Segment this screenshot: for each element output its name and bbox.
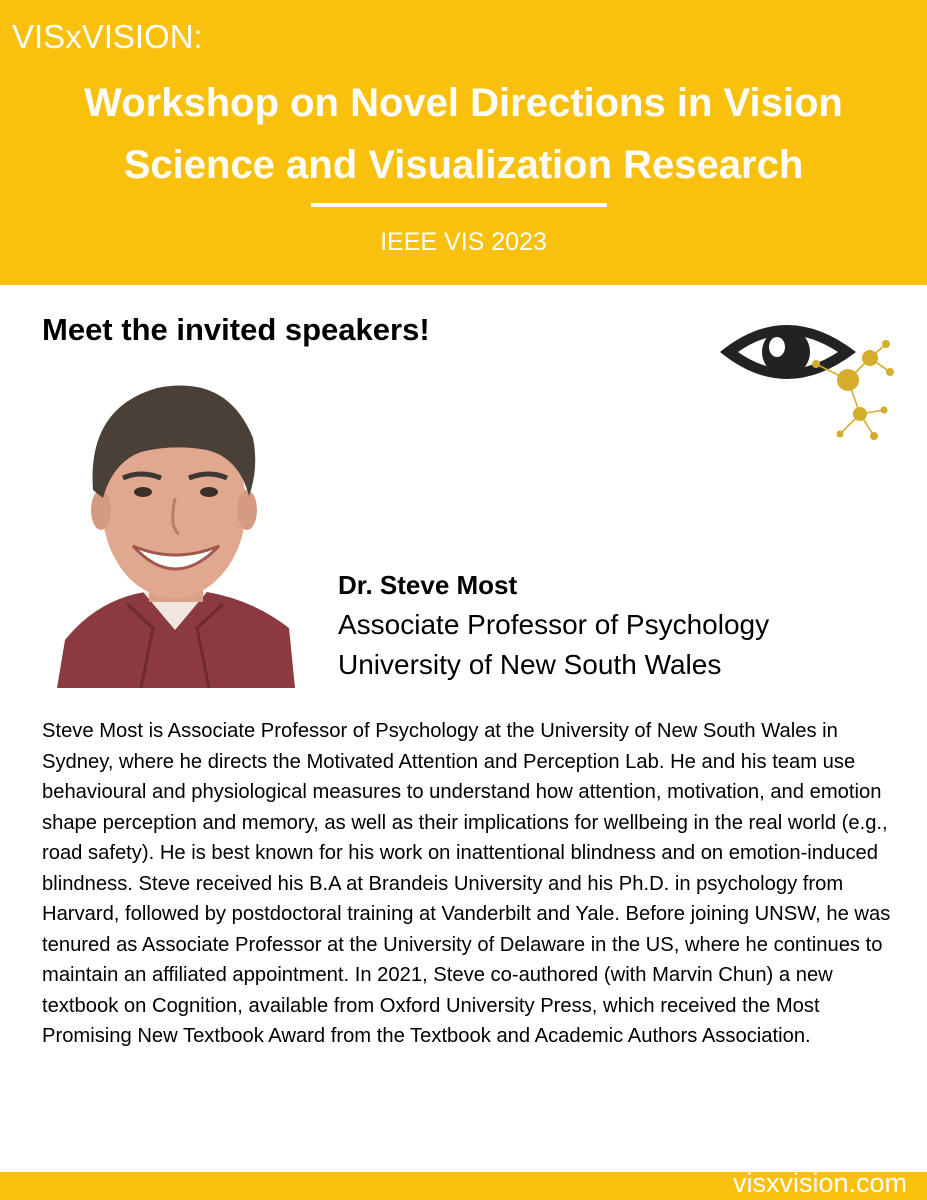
speaker-portrait — [57, 378, 295, 688]
speaker-bio: Steve Most is Associate Professor of Psychology at the University of New South Wales in Sydney, where he directs the Motivated Attention and Perception Lab. He and his team use behavioural and physiological measures to understand how attention, motivation, and emotion shape perception and memory, as well as their implications for wellbeing in the real world (e.g., road safety). He is best known for his work on inattentional blindness and on emotion-induced blindness. Steve received his B.A at Brandeis University and his Ph.D. in psychology from Harvard, followed by postdoctoral training at Vanderbilt and Yale. Before joining UNSW, he was tenured as Associate Professor at the University of Delaware in the US, where he continues to maintain an affiliated appointment. In 2021, Steve co-authored (with Marvin Chun) a new textbook on Cognition, available from Oxford University Press, which received the Most Promising New Textbook Award from the Textbook and Academic Authors Association. — [42, 720, 891, 1047]
workshop-brand: VISxVISION: — [12, 18, 203, 55]
title-line-1: Workshop on Novel Directions in Vision — [84, 81, 843, 125]
section-heading: Meet the invited speakers! — [42, 312, 430, 347]
speaker-title: Associate Professor of Psychology — [338, 609, 770, 640]
eye-network-icon — [716, 318, 896, 448]
speaker-info — [338, 565, 769, 685]
website-link[interactable]: visxvision.com — [732, 1168, 907, 1198]
conference-label: IEEE VIS 2023 — [380, 228, 547, 256]
footer-bar — [0, 1168, 927, 1200]
title-divider — [311, 203, 607, 207]
speaker-affiliation: University of New South Wales — [338, 649, 722, 680]
title-line-2: Science and Visualization Research — [123, 143, 804, 187]
header-banner — [0, 0, 927, 285]
speaker-name: Dr. Steve Most — [338, 570, 518, 600]
workshop-title — [0, 72, 927, 196]
